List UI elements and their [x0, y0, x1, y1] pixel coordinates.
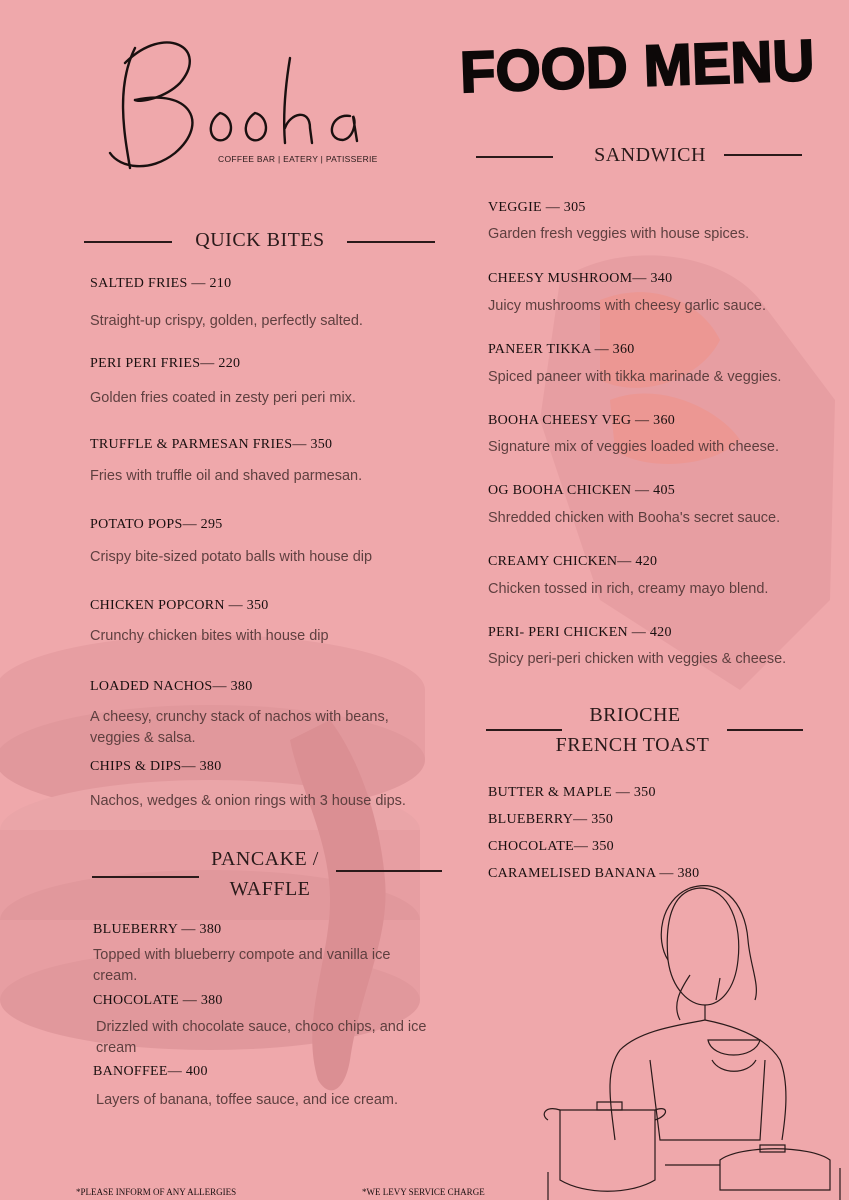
- quick-bite-desc: Crunchy chicken bites with house dip: [90, 628, 329, 644]
- sandwich-item-name: CHEESY MUSHROOM— 340: [488, 271, 673, 286]
- quick-bite-name: TRUFFLE & PARMESAN FRIES— 350: [90, 437, 333, 452]
- sandwich-item-name: BOOHA CHEESY VEG — 360: [488, 413, 676, 428]
- quick-bites-rule-right: [347, 241, 435, 243]
- sandwich-item-name: CREAMY CHICKEN— 420: [488, 554, 658, 569]
- brioche-item-name: BUTTER & MAPLE — 350: [488, 785, 656, 800]
- brioche-item-name: BLUEBERRY— 350: [488, 812, 614, 827]
- quick-bite-name: PERI PERI FRIES— 220: [90, 356, 241, 371]
- pancake-rule-left: [92, 876, 199, 878]
- quick-bite-desc: Straight-up crispy, golden, perfectly salted.: [90, 313, 363, 329]
- pancake-heading-line1: PANCAKE /: [211, 848, 319, 870]
- pancake-item-name: CHOCOLATE — 380: [93, 993, 223, 1008]
- quick-bite-desc: Fries with truffle oil and shaved parmesan.: [90, 468, 363, 484]
- brioche-item-name: CARAMELISED BANANA — 380: [488, 866, 700, 881]
- sandwich-item-desc: Spiced paneer with tikka marinade & veggies.: [488, 369, 782, 385]
- sandwich-item-desc: Shredded chicken with Booha's secret sauce.: [488, 510, 781, 526]
- pancake-item-desc: Drizzled with chocolate sauce, choco chips, and ice cream: [96, 1019, 427, 1056]
- pancake-item-name: BANOFFEE— 400: [93, 1064, 208, 1079]
- brioche-rule-left: [486, 729, 562, 731]
- quick-bite-desc: Nachos, wedges & onion rings with 3 house dips.: [90, 793, 406, 809]
- service-charge-note: *WE LEVY SERVICE CHARGE: [362, 1187, 485, 1197]
- sandwich-item-name: PERI- PERI CHICKEN — 420: [488, 625, 672, 640]
- sandwich-item-desc: Garden fresh veggies with house spices.: [488, 226, 750, 242]
- food-menu-title: [458, 16, 828, 116]
- quick-bite-desc: Golden fries coated in zesty peri peri mix.: [90, 390, 356, 406]
- sandwich-item-desc: Signature mix of veggies loaded with cheese.: [488, 439, 779, 455]
- sandwich-heading: SANDWICH: [594, 144, 706, 166]
- sandwich-item-name: PANEER TIKKA — 360: [488, 342, 635, 357]
- sandwich-item-desc: Juicy mushrooms with cheesy garlic sauce.: [488, 298, 767, 314]
- quick-bite-name: LOADED NACHOS— 380: [90, 679, 253, 694]
- allergy-note: *PLEASE INFORM OF ANY ALLERGIES: [76, 1187, 237, 1197]
- quick-bites-rule-left: [84, 241, 172, 243]
- quick-bite-name: POTATO POPS— 295: [90, 517, 223, 532]
- brioche-heading-line1: BRIOCHE: [589, 704, 681, 726]
- pancake-rule-right: [336, 870, 442, 872]
- sandwich-rule-left: [476, 156, 553, 158]
- sandwich-item-desc: Chicken tossed in rich, creamy mayo blend.: [488, 581, 769, 597]
- quick-bite-name: CHICKEN POPCORN — 350: [90, 598, 269, 613]
- chef-line-drawing: [544, 886, 840, 1200]
- quick-bite-name: CHIPS & DIPS— 380: [90, 759, 222, 774]
- pancake-heading-line2: WAFFLE: [229, 878, 311, 900]
- quick-bite-name: SALTED FRIES — 210: [90, 276, 232, 291]
- sandwich-item-name: OG BOOHA CHICKEN — 405: [488, 483, 676, 498]
- brand-tagline: COFFEE BAR | EATERY | PATISSERIE: [218, 154, 378, 164]
- pancake-item-desc: Layers of banana, toffee sauce, and ice cream.: [96, 1092, 399, 1108]
- quick-bite-desc: Crispy bite-sized potato balls with house dip: [90, 549, 373, 565]
- brioche-heading-line2: FRENCH TOAST: [555, 734, 710, 756]
- pancake-item-name: BLUEBERRY — 380: [93, 922, 222, 937]
- quick-bite-desc: A cheesy, crunchy stack of nachos with beans, veggies & salsa.: [90, 709, 389, 746]
- food-menu-title-text: FOOD MENU: [458, 27, 816, 106]
- sandwich-item-name: VEGGIE — 305: [488, 200, 586, 215]
- brioche-item-name: CHOCOLATE— 350: [488, 839, 614, 854]
- pancake-item-desc: Topped with blueberry compote and vanilla ice cream.: [93, 947, 391, 984]
- brioche-rule-right: [727, 729, 803, 731]
- sandwich-rule-right: [724, 154, 802, 156]
- quick-bites-heading: QUICK BITES: [195, 229, 325, 251]
- sandwich-item-desc: Spicy peri-peri chicken with veggies & cheese.: [488, 651, 787, 667]
